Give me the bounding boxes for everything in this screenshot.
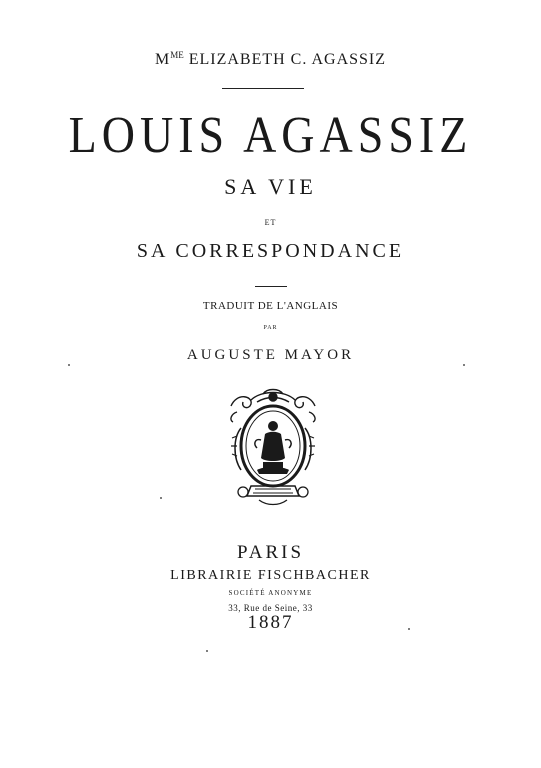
publisher-company-type: SOCIÉTÉ ANONYME — [228, 589, 313, 597]
paper-speck — [463, 364, 465, 366]
author-name: ELIZABETH C. AGASSIZ — [188, 51, 387, 68]
paper-speck — [68, 364, 70, 366]
publisher-address: 33, Rue de Seine, 33 — [228, 603, 313, 613]
divider-rule — [255, 286, 287, 287]
paper-speck — [408, 628, 410, 630]
publisher-city: PARIS — [236, 542, 305, 563]
book-title: LOUIS AGASSIZ — [68, 105, 473, 164]
paper-speck — [206, 650, 208, 652]
book-subtitle: SA VIE — [224, 174, 317, 199]
author-prefix-superscript: ME — [170, 50, 184, 60]
publisher-name: LIBRAIRIE FISCHBACHER — [170, 568, 371, 583]
paper-speck — [160, 497, 162, 499]
translator-name: AUGUSTE MAYOR — [186, 347, 355, 363]
emblem-figure — [255, 421, 291, 474]
emblem-base — [238, 486, 308, 505]
author-prefix: M — [154, 51, 171, 68]
by-label: PAR — [263, 325, 278, 331]
divider-rule — [222, 88, 304, 89]
publication-year: 1887 — [247, 612, 294, 633]
book-subtitle-secondary: SA CORRESPONDANCE — [136, 240, 405, 262]
conjunction-label: ET — [264, 218, 277, 227]
translation-note: TRADUIT DE L'ANGLAIS — [202, 300, 339, 312]
author-line — [0, 50, 541, 69]
publisher-device-emblem-icon — [223, 388, 323, 508]
